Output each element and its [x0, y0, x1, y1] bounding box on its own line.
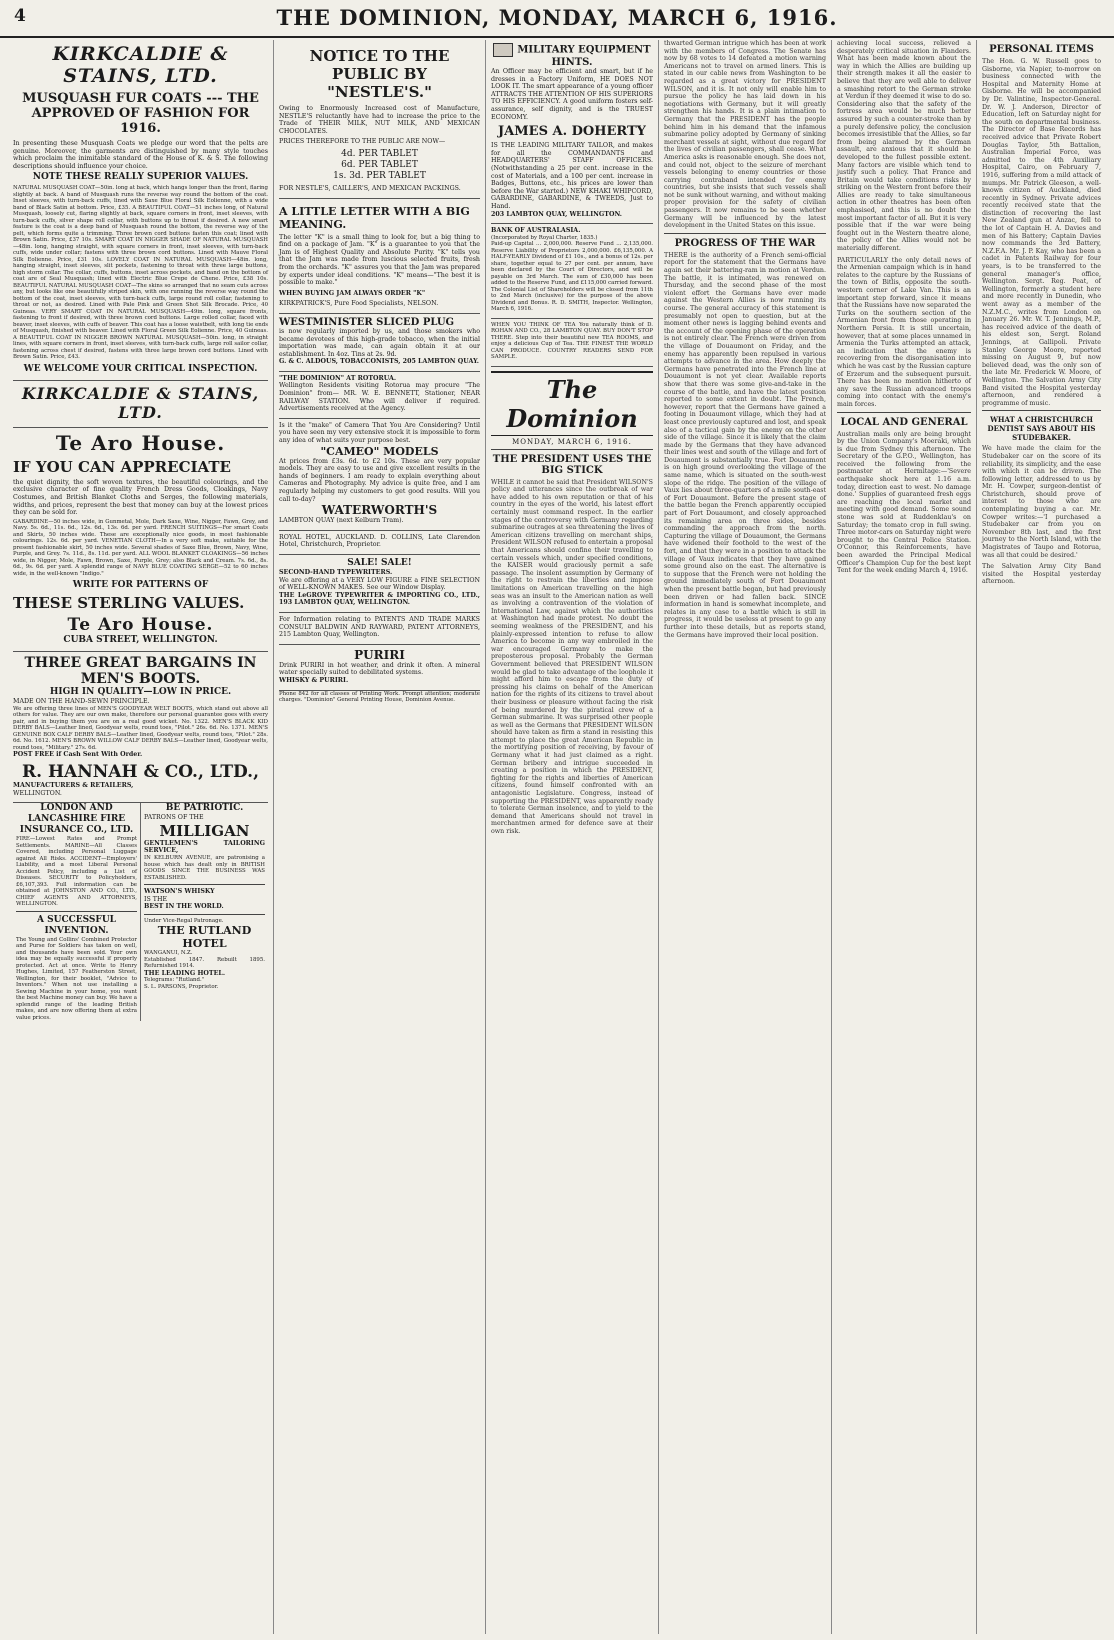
typewriters-body: We are offering at a VERY LOW FIGURE a FINE SELECTION of WELL-KNOWN MAKES. See our Window Display.	[279, 576, 480, 592]
cameo-body: At prices from £3s. 6d. to £2 10s. These are very popular models. They are easy to use and give excellent results in the hands of beginners. I am ready to explain everything about Cameras and Photography. My advice is quite free, and I am regularly helping my customers to get good results. Will you call to-day?	[279, 457, 480, 503]
hannah-city: WELLINGTON.	[13, 789, 62, 797]
dentist-body: We have made the claim for the Studebaker car on the score of its reliability, its simplicity, and the ease with which it can be driven. The following letter, addressed to us by Mr. H. Cowper, surgeon-dentist of Christchurch, should prove of interest to those who are contemplating buying a car. Mr. Cowper writes:—'I purchased a Studebaker car from you on November 8th last, and the first journey to the North Island, with the Magistrates of Taupo and Rotorua, was all that could be desired.'	[982, 445, 1101, 559]
doherty-title: JAMES A. DOHERTY	[498, 124, 646, 140]
patterns-note: WRITE FOR PATTERNS OF	[72, 580, 209, 591]
rotorua-body: Wellington Residents visiting Rotorua may procure "The Dominion" from— MR. W. E. BENNETT, Stationer, NEAR RAILWAY STATION. Who will deliver if required. Advertisements received at the Agency.	[279, 382, 480, 413]
bottom-ads-right	[141, 803, 268, 1021]
westminster-ad	[279, 314, 480, 372]
rotorua-headline: "THE DOMINION" AT ROTORUA.	[279, 374, 397, 382]
nestle-price-1: 4d. PER TABLET	[341, 148, 418, 159]
watson-headline: WATSON'S WHISKY	[144, 888, 215, 895]
milligan-body: IN KELBURN AVENUE, are patronising a house which has dealt only in BRITISH GOODS SINCE THE BUSINESS WAS ESTABLISHED.	[144, 855, 265, 881]
bargains-headline: THREE GREAT BARGAINS IN MEN'S BOOTS.	[24, 655, 257, 688]
k-jam-body: The letter "K" is a small thing to look for, but a big thing to find on a package of Jam. "K" is a guarantee to you that the Jam is of Highest Quality and Absolute Purity. "K" tells you that the Jam was made from luscious selected fruits, fresh from the orchards. "K" assures you that the Jam was prepared by experts under ideal conditions. "K" means—"The best it is possible to make."	[279, 233, 480, 287]
appreciate-headline: IF YOU CAN APPRECIATE	[13, 457, 231, 476]
waterworth-address: LAMBTON QUAY (next Kelburn Tram).	[279, 517, 404, 525]
puriri-ad	[279, 645, 480, 691]
bottom-ads-left	[13, 803, 141, 1021]
armenia-body: PARTICULARLY the only detail news of the Armenian campaign which is in hand relates to the capture by the Russians of the town of Bitlis, opposite the south-western corner of Lake Van. This is an important step forward, since it means that the Russians have now separated the Turks on the southern section of the Armenian front from those operating in Northern Persia. It is still uncertain, however, that at some places unnamed in Armenia the Turks attempted an attack, an indication that the enemy is recovering from the disorganisation into which he was cast by the Russian capture of Erzerum and the subsequent pursuit. There has been no mention hitherto of any save the Russian advanced troops coming into contact with the enemy's main forces.	[837, 256, 971, 408]
doherty-body: IS THE LEADING MILITARY TAILOR, and makes for all the COMMANDANTS and HEADQUARTERS' STAFF OFFICERS. (Notwithstanding a 25 per cent. increase in the cost of Materials, and a 100 per cent. increase in Badges, Buttons, etc., his prices are lower than before the War started.) NEW KHAKI WHIPCORD, GABARDINE, GABARDINE, & TWEEDS, Just to Hand.	[491, 142, 653, 210]
war-continuation: achieving local success, relieved a desperately critical situation in Flanders. What has been made known about the way in which the Allies are building up their strength makes it all the easier to believe that they are well able to deliver a smashing retort to the German stroke at Verdun if they deemed it wise to do so. Considering also that the safety of the fortress area would be much better assured by such a counter-stroke than by a purely defensive policy, the conclusion becomes irresistible that the Allies, so far from being alarmed by the German assault, are anxious that it should be developed to the fullest possible extent. Many factors are visible which tend to justify such a policy. That France and Britain would take conditions risks by striking on the Western front before their Allies are ready to take simultaneous action in other theatres has been often emphasised, and this is no doubt the most important factor of all. But it is very possible that if the war were being fought out in the Western theatre alone, the policy of the Allies would not be materially different.	[837, 40, 971, 253]
bank-subhead: (Incorporated by Royal Charter, 1835.)	[491, 234, 598, 241]
milligan-patriotic: BE PATRIOTIC.	[165, 803, 244, 814]
appreciate-body: the quiet dignity, the soft woven textures, the beautiful colourings, and the exclusive character of fine quality French Dress Goods, Cloakings, Navy Costumes, and British Blanket Cloths and Serges, the following materials, widths, and prices, represent the best that money can buy at the lowest prices they can be sold for.	[13, 478, 268, 517]
welcome-inspection: WE WELCOME YOUR CRITICAL INSPECTION.	[23, 363, 258, 374]
westminster-body: is now regularly imported by us, and those smokers who became devotees of this high-grade tobacco, when the initial importation was made, can again obtain it at our establishment. In 4oz. Tins at 2s. 9d.	[279, 327, 480, 358]
doherty-ad	[491, 40, 653, 224]
editorial-body: WHILE it cannot be said that President WILSON'S policy and utterances since the outbreak of war have added to his own reputation or that of his country in the eyes of the world, his latest effort certainly must command respect. In the earlier stages of the controversy with Germany regarding submarine outrages at sea threatening the lives of American citizens travelling on merchant ships, President WILSON refused to entertain a proposal that Americans should confine their travelling to certain vessels which, under specified conditions, the KAISER would graciously permit a safe passage. The insolent assumption by Germany of the right to restrain the liberties and impose limitations on American travelling on the high seas was an insult to the American nation as well as involving a contravention of the violation of International Law, against which the authorities at Washington had made protest. No doubt the seeming weakness of the PRESIDENT, and his plainly-expressed intention to refuse to allow America to become in any way embroiled in the war encouraged Germany to make the preposterous proposal. Probably the German Government believed that PRESIDENT WILSON would be glad to take advantage of the loophole it might afford him to escape from the duty of pressing his claims on behalf of the American nation for the rights of its citizens to travel about their business or pleasure without facing the risk of being murdered by the piratical crew of a German submarine. It was surprised other people as well as the Germans that PRESIDENT WILSON should have taken as firm a stand in resisting this attempt to place the great American Republic in the mortifying position of receiving, by favour of Germany what it had just claimed as a right. German bribery and intrigue succeeded in creating a position in which the PRESIDENT, fighting for the rights and liberties of American citizens, found himself confronted with an antagonistic Legislature. Congress, instead of supporting the PRESIDENT, was apparently ready to tolerate German insolence, and to yield to the demand that Americans should not travel in merchantmen armed for defence save at their own risk.	[491, 478, 653, 835]
royal-hotel-ad: ROYAL HOTEL, AUCKLAND. D. COLLINS, Late Clarendon Hotel, Christchurch, Proprietor.	[279, 531, 480, 555]
column-1	[8, 40, 274, 1634]
rutland-established: Established 1847. Rebuilt 1895. Refurnished 1914.	[144, 956, 265, 970]
puriri-headline: PURIRI	[354, 647, 405, 662]
superior-note: NOTE THESE REALLY SUPERIOR VALUES.	[32, 172, 249, 183]
rutland-proprietor: S. L. PARSONS, Proprietor.	[144, 983, 219, 990]
army-note: The Salvation Army City Band visited the Hospital yesterday afternoon.	[982, 563, 1101, 586]
cameo-headline: "CAMEO" MODELS	[320, 444, 439, 458]
invention-headline: A SUCCESSFUL INVENTION.	[36, 914, 117, 936]
kirkcaldie-title: KIRKCALDIE & STAINS, LTD.	[52, 43, 229, 87]
milligan-patrons: PATRONS OF THE	[144, 814, 204, 822]
rutland-patronage: Under Vice-Regal Patronage.	[144, 917, 224, 924]
nestle-prices-head: PRICES THEREFORE TO THE PUBLIC ARE NOW—	[279, 138, 446, 146]
nestle-footer: FOR NESTLE'S, CAILLER'S, AND MEXICAN PACKINGS.	[279, 184, 461, 192]
te-aro-address: CUBA STREET, WELLINGTON.	[63, 635, 218, 646]
military-emblem-icon	[493, 43, 513, 57]
k-jam-headline: A LITTLE LETTER WITH A BIG MEANING.	[279, 204, 470, 231]
k-jam-ad	[279, 199, 480, 314]
puriri-body: Drink PURIRI in hot weather, and drink it often. A mineral water specially suited to debilitated systems.	[279, 661, 480, 677]
dominion-date: MONDAY, MARCH 6, 1916.	[512, 437, 632, 446]
puriri-footer: WHISKY & PURIRI.	[279, 676, 349, 684]
dominion-printing-ad: Phone 842 for all classes of Printing Work. Prompt attention; moderate charges. "Dominion" General Printing House, Dominion Avenue.	[279, 690, 480, 703]
rutland-title: THE RUTLAND HOTEL	[157, 924, 252, 951]
camera-body: Is it the "make" of Camera That You Are Considering? Until you have seen my very extensive stock it is impossible to form any idea of what suits your purpose best.	[279, 421, 480, 445]
column-4	[659, 40, 832, 1634]
local-general-headline: LOCAL AND GENERAL	[840, 416, 968, 428]
watson-sub: IS THE	[144, 895, 168, 903]
camera-ad	[279, 419, 480, 531]
military-body: An Officer may be efficient and smart, but if he dresses in a Factory Uniform, HE DOES NOT LOOK IT. The smart appearance of a young officer ATTRACTS THE ATTENTION OF HIS SUPERIORS TO HIS EFFICIENCY. A good uniform fosters self-assurance, self dignity, and is the TRUEST ECONOMY.	[491, 68, 653, 121]
nestle-headline: NOTICE TO THE PUBLIC BY "NESTLE'S."	[309, 47, 450, 101]
bargains-made: MADE ON THE HAND-SEWN PRINCIPLE.	[13, 698, 150, 706]
milligan-subtitle: GENTLEMEN'S TAILORING SERVICE,	[144, 839, 265, 855]
kirkcaldie-ad-2	[13, 381, 268, 428]
te-aro-house-title-2: Te Aro House.	[67, 615, 214, 636]
insurance-title: LONDON AND LANCASHIRE FIRE INSURANCE CO., LTD.	[19, 803, 134, 836]
te-aro-house-ad	[13, 428, 268, 652]
milligan-title: MILLIGAN	[159, 821, 250, 840]
sterling-headline: THESE STERLING VALUES.	[13, 594, 245, 613]
local-general-body: Australian mails only are being brought by the Union Company's Moeraki, which is due from Sydney this afternoon. The Secretary of the G.P.O., Wellington, has received the following from the postmaster at Hermitage:—'Severe earthquake shock here at 1.16 a.m. today, direction east to west. No damage done.' Supplies of guaranteed fresh eggs are reaching the local market and meeting with good demand. Some sound stone was sold at Ruddenklau's on Saturday; the tomato crop in full swing. Three motor-cars on Saturday night were brought to the Central Police Station. O'Connor, this Reinforcements, have been awarded the Principal Medical Officer's Champion Cup for the best kept Tent for the week ending March 4, 1916.	[837, 430, 971, 575]
personal-items-body: The Hon. G. W. Russell goes to Gisborne, via Napier, to-morrow on business connected with the Hospital and Maternity Home at Gisborne. He will be accompanied by Dr. Valintine, Inspector-General. Dr. W. J. Anderson, Director of Education, left on Saturday night for the south on departmental business. The Director of Base Records has received advice that Private Robert Douglas Taylor, 5th Battalion, Australian Imperial Force, was admitted to the 4th Auxiliary Hospital, Cairo, on February 7, 1916, suffering from a mild attack of mumps. Mr. Patrick Gleeson, a well-known citizen of Auckland, died recently in Sydney. Private advices recently received state that the distinction of recovering the last New Zealand gun at Anzac, fell to the lot of Captain H. A. Davies and men of his Battery; Captain Davies now commands the 3rd Battery, N.Z.F.A. Mr. J. P. Kay, who has been a cadet in Patents Railway for four years, is to be transferred to the general manager's office, Wellington. Sergt. Reg. Peat, of Wellington, formerly a student here and more recently in Dunedin, who went away as a member of the N.Z.M.C., writes from London on January 26. Mr. W. T. Jennings, M.P., has received advice of the death of his eldest son, Sergt. Roland Jennings, at Gallipoli. Private Stanley George Moore, reported missing on August 9, but now believed dead, was the only son of the late Mr. Frederick W. Moore, of Wellington. The Salvation Army City Band visited the Hospital yesterday afternoon, and rendered a programme of music.	[982, 58, 1101, 407]
k-jam-footer: WHEN BUYING JAM ALWAYS ORDER "K"	[279, 289, 426, 297]
rutland-leading: THE LEADING HOTEL.	[144, 969, 226, 977]
musquash-headline: MUSQUASH FUR COATS --- THE APPROVED OF FASHION FOR 1916.	[22, 91, 259, 136]
hannah-title: R. HANNAH & CO., LTD.,	[21, 762, 260, 783]
nestle-body: Owing to Enormously Increased cost of Manufacture, NESTLE'S reluctantly have had to increase the price to the Trade of THEIR MILK, NUT MILK, AND MEXICAN CHOCOLATES.	[279, 105, 480, 135]
fabrics-body: GABARDINE—50 inches wide, in Gunmetal, Mole, Dark Saxe, Wine, Nigger, Fawn, Grey, and Navy. 5s. 6d., 11s. 6d., 12s. 6d., 13s. 6d. per yard. FRENCH SUITINGS—For smart Coats and Skirts, 50 inches wide. These are exceptionally nice goods, in most fashionable colourings. 12s. 6d. per yard. VENETIAN CLOTH—In a very soft make, suitable for the present fashionable skirt, 50 inches wide. Several shades of Saxe Blue, Brown, Navy, Wine, Purple, and Grey. 7s. 11d., 8s. 11d. per yard. ALL WOOL BLANKET CLOAKINGS—56 inches wide, in Nigger, Mole, Fawn, Brown, Saxe, Purple, Grey; also Black and Cream. 7s. 6d., 8s. 6d., 9s. 6d. per yard. A splendid range of NAVY BLUE COATING SERGE—52 to 60 inches wide, in the well-known "Indigo."	[13, 518, 268, 577]
military-headline	[491, 43, 653, 68]
nestle-ad	[279, 40, 480, 199]
masthead	[0, 0, 1114, 38]
bank-headline: BANK OF AUSTRALASIA.	[491, 227, 581, 235]
aldous-sign: G. & C. ALDOUS, TOBACCONISTS, 205 LAMBTON QUAY.	[279, 358, 479, 366]
kirkpatrick-sign: KIRKPATRICK'S, Pure Food Specialists, NELSON.	[279, 300, 439, 308]
progress-body: THERE is the authority of a French semi-official report for the statement that the Germans have again set their battering-ram in motion at Verdun. The battle, it is intimated, was renewed on Thursday, and the second phase of the most violent effort the Germans have ever made against the Western Allies is now running its course. The general accuracy of this statement is presumably not open to question, but at the moment other news is lagging behind events and the account of the opening phase of the operation is not entirely clear. The French were driven from the village of Douaumont on Friday, and the enemy has apparently been repulsed in various attempts to advance in the area. How deeply the Germans have penetrated into the French line at Douaumont is not yet clear. Available reports show that there was some give-and-take in the course of the battle, and have the latest position reported to some extent in doubt. The French, however, report that the Germans have gained a footing in Douaumont village, which they had at least once previously captured and lost, and speak also of a tactical gain by the enemy on the other side of the village. Since it is likely that the claim made by the Germans that they have advanced their lines west and south of the village and fort of Douaumont is substantially true. Fort Douaumont is on high ground overlooking the village of the same name, which is situated on the south-west slope of the ridge. The position of the village of Vaux lies about three-quarters of a mile south-east of Fort Douaumont. Before the present stage of the battle began the French apparently occupied part of Fort Douaumont, and closely approached its remaining area on three sides, besides commanding the approach from the north. Capturing the village of Douaumont, the Germans have widened their foothold to the west of the fort, and that they were in a position to attack the village of Vaux indicates that they have gained some ground also on the east. The alternative is to suppose that the French were not holding the ground immediately south of Fort Douaumont when the present battle began, but had previously been driven or had fallen back. SINCE information in hand is somewhat incomplete, and relates in any case to a battle which is still in progress, it would be useless at present to go any further into these details, but as reports stand, the Germans have improved their local position.	[664, 251, 826, 639]
editorial-headline: THE PRESIDENT USES THE BIG STICK	[492, 453, 652, 476]
hannah-boots-ad	[13, 652, 268, 803]
rutland-telegrams: Telegrams: "Rutland."	[144, 977, 205, 984]
sale-headline: SALE! SALE!	[347, 557, 412, 568]
legrove-sign: THE LeGROVE TYPEWRITER & IMPORTING CO., LTD., 193 LAMBTON QUAY, WELLINGTON.	[279, 591, 480, 607]
rutland-city: WANGANUI, N.Z.	[144, 950, 193, 957]
nestle-price-2: 6d. PER TABLET	[341, 159, 418, 170]
te-aro-house-title: Te Aro House.	[55, 430, 226, 455]
bank-body: Paid-up Capital ... 2,000,000. Reserve Fund ... 2,135,000. Reserve Liability of Proprietors 2,000,000. £6,135,000. A HALF-YEARLY Dividend of £1 10s., and a bonus of 12s. per share, together equal to 27 per cent. per annum, have been declared by the Court of Directors, and will be payable on 3rd March. The sum of £30,000 has been added to the Reserve Fund, and £115,000 carried forward. The Colonial List of Shareholders will be closed from 11th to 2nd March (inclusive) for the purpose of the above Dividend and Bonus. R. D. SMITH, Inspector. Wellington, March 6, 1916.	[491, 241, 653, 313]
invention-body: The Young and Collins' Combined Protector and Purse for Soldiers has taken on well, and thousands have been sold. Your own idea may be equally successful if properly protected. Act at once. Write to Henry Hughes, Limited, 157 Featherston Street, Wellington, for their booklet, "Advice to Inventors." When not use installing a Sewing Machine in your home, you want the best Machine money can buy. We have a splendid range of the leading British makes, and are now offering them at extra value prices.	[16, 936, 137, 1021]
rotorua-ad	[279, 372, 480, 419]
kirkcaldie-ad	[13, 40, 268, 381]
military-headline-text: MILITARY EQUIPMENT HINTS.	[517, 44, 651, 68]
bargains-subhead: HIGH IN QUALITY—LOW IN PRICE.	[49, 687, 232, 698]
bank-ad	[491, 224, 653, 319]
nestle-price-3: 1s. 3d. PER TABLET	[333, 170, 426, 181]
editorial-continuation: thwarted German intrigue which has been at work with the members of Congress. The Senate has now by 68 votes to 14 defeated a motion warning Americans not to travel on armed liners. This is stated in our cable news from Washington to be regarded as a great victory for PRESIDENT WILSON, and it is. It not only will enable him to pursue the policy he has laid down in his negotiations with Germany, but it will greatly strengthen his hands. It is a plain intimation to Germany that the PRESIDENT has the people behind him in his demand that the infamous submarine policy adopted by Germany of sinking merchant vessels at sight, without due regard for the lives of civilian passengers, shall cease. What America asks is reasonable enough. She does not, and could not, object to the seizure of merchant vessels belonging to enemy countries or those carrying contraband intended for enemy countries, but she insists that such vessels shall not be sunk without warning, and without making proper provision for the safety of civilian passengers. It now remains to be seen whether Germany will be influenced by the latest development in the United States on this issue.	[664, 40, 826, 230]
doherty-address: 203 LAMBTON QUAY, WELLINGTON.	[491, 210, 623, 218]
column-3	[486, 40, 659, 1634]
column-2	[274, 40, 486, 1634]
page-number: 4	[14, 6, 26, 26]
tea-ad: WHEN YOU THINK OF TEA You naturally think of D. ROHAN AND CO., 28 LAMBTON QUAY. BUY DON'T STOP THERE. Step into their beautiful new TEA ROOMS, and enjoy a delicious Cup of Tea. THE FINEST THE WORLD CAN PRODUCE. COUNTRY READERS SEND FOR SAMPLE.	[491, 319, 653, 367]
musquash-body: NATURAL MUSQUASH COAT—50in. long at back, which hangs longer than the front, flaring slightly at back. A band of Musquash runs the reverse way round the bottom of the coat. Inset sleeves, with turn-back cuffs, lined with Saxe Blue Floral Silk Eolienne, with a wide band of Black Satin at bottom. Price, £35. A BEAUTIFUL COAT—51 inches long, of Natural Musquash, loosely cut, flaring slightly at back, square corners in front, inset sleeves, with turn-back cuffs, silver shape roll collar, with buttons up to throat if desired. A new smart feature is the coat is a deep band of Musquash round the bottom, the reverse way of the pelt, which forms quite a trimming. Three brown cord buttons fasten this coat; lined with Brown Satin. Price, £37 10s. SMART COAT IN NIGGER SHADE OF NATURAL MUSQUASH—48in. long, hanging straight, with square corners in front, inset sleeves, with turn-back cuffs, wide under collar; fastens with three brown cord buttons. Lined with Mauve Floral Silk Eolienne. Price, £31 10s. LOVELY COAT IN NATURAL MUSQUASH—48in. long, hanging straight, inset sleeves, slit pockets, fastening to throat with three large buttons, high storm collar. The collar, cuffs, buttons, inset across pockets, and band on the bottom of coat are of Seal Musquash; lined with Electric Blue Crepe de Chene. Price, £38 10s. BEAUTIFUL NATURAL MUSQUASH COAT—The skins so arranged that no seam cuts across any, but looks like one beautifully striped skin, with one running the reverse way round the bottom of the coat, inset sleeves, with turn-back cuffs, large round roll collar, fastening to throat or not, as desired. Lined with Pale Pink and Green Shot Silk Brocade. Price, 40 Guineas. VERY SMART COAT IN NATURAL MUSQUASH—49in. long, square fronts, fastening to front if desired, with three brown cord buttons. Large rolled collar, faced with beaver, inset sleeves, with cuffs of beaver. This coat has a loose waistbelt, with long tie ends of Musquash, finished with beaver. Lined with Floral Green Silk Eolienne. Price, 40 Guineas. A BEAUTIFUL COAT IN NIGGER BROWN NATURAL MUSQUASH—50in. long, in straight lines, with square corners in front, inset sleeves, with turn-back cuffs, large roll sailor collar, fastening across chest if desired, fastens with three large brown cord buttons. Lined with Brown Satin. Price, £43.	[13, 185, 268, 361]
column-6	[977, 40, 1106, 1634]
typewriters-headline: SECOND-HAND TYPEWRITERS.	[279, 568, 393, 576]
kirkcaldie-title-2: KIRKCALDIE & STAINS, LTD.	[21, 383, 260, 422]
progress-headline: PROGRESS OF THE WAR	[674, 237, 816, 249]
watson-best: BEST IN THE WORLD.	[144, 903, 224, 911]
patents-ad: For Information relating to PATENTS AND TRADE MARKS CONSULT BALDWIN AND RAYWARD, PATENT ATTORNEYS, 215 Lambton Quay, Wellington.	[279, 613, 480, 645]
hannah-subtitle: MANUFACTURERS & RETAILERS,	[13, 782, 134, 790]
musquash-intro: In presenting these Musquash Coats we pledge our word that the pelts are genuine. Moreover, the garments are distinguished by many style touches which proclaim the inimitable standard of the House of K. & S. The following descriptions should influence your choice.	[13, 140, 268, 170]
westminster-headline: WESTMINISTER SLICED PLUG	[279, 316, 455, 328]
personal-items-headline: PERSONAL ITEMS	[989, 44, 1094, 55]
insurance-body: FIRE—Lowest Rates and Prompt Settlements. MARINE—All Classes Covered, including Personal Luggage against All Risks. ACCIDENT—Employers' Liability, and a most Liberal Personal Accident Policy, including a List of Diseases. SECURITY to Policyholders, £6,107,393. Full information can be obtained at JOHNSTON AND CO., LTD., CHIEF AGENTS AND ATTORNEYS, WELLINGTON.	[16, 836, 137, 908]
bargains-body: We are offering three lines of MEN'S GOODYEAR WELT BOOTS, which stand out above all others for value. They are our own make, therefore our personal guarantee goes with every pair, and in buying them you are on a real good wicket. No. 1322. MEN'S BLACK KID DERBY BALS—Leather lined, Goodyear welts, round toes, "Pilot." 26s. 6d. No. 1371. MEN'S GENUINE BOX CALF DERBY BALS—Leather lined, Goodyear welts, round toes, "Pilot." 28s. 6d. No. 1612. MEN'S BROWN WILLOW CALF DERBY BALS—Leather lined, Goodyear welts, round toes, "Military." 27s. 6d.	[13, 705, 268, 751]
waterworth-title: WATERWORTH'S	[321, 503, 438, 518]
dentist-headline: WHAT A CHRISTCHURCH DENTIST SAYS ABOUT HIS STUDEBAKER.	[987, 415, 1096, 443]
column-5	[832, 40, 977, 1634]
bottom-ads	[13, 803, 268, 1021]
typewriter-ad	[279, 555, 480, 613]
post-free-note: POST FREE if Cash Sent With Order.	[13, 751, 143, 759]
dominion-masthead: The Dominion	[491, 371, 653, 436]
newspaper-title: THE DOMINION, MONDAY, MARCH 6, 1916.	[276, 5, 838, 30]
